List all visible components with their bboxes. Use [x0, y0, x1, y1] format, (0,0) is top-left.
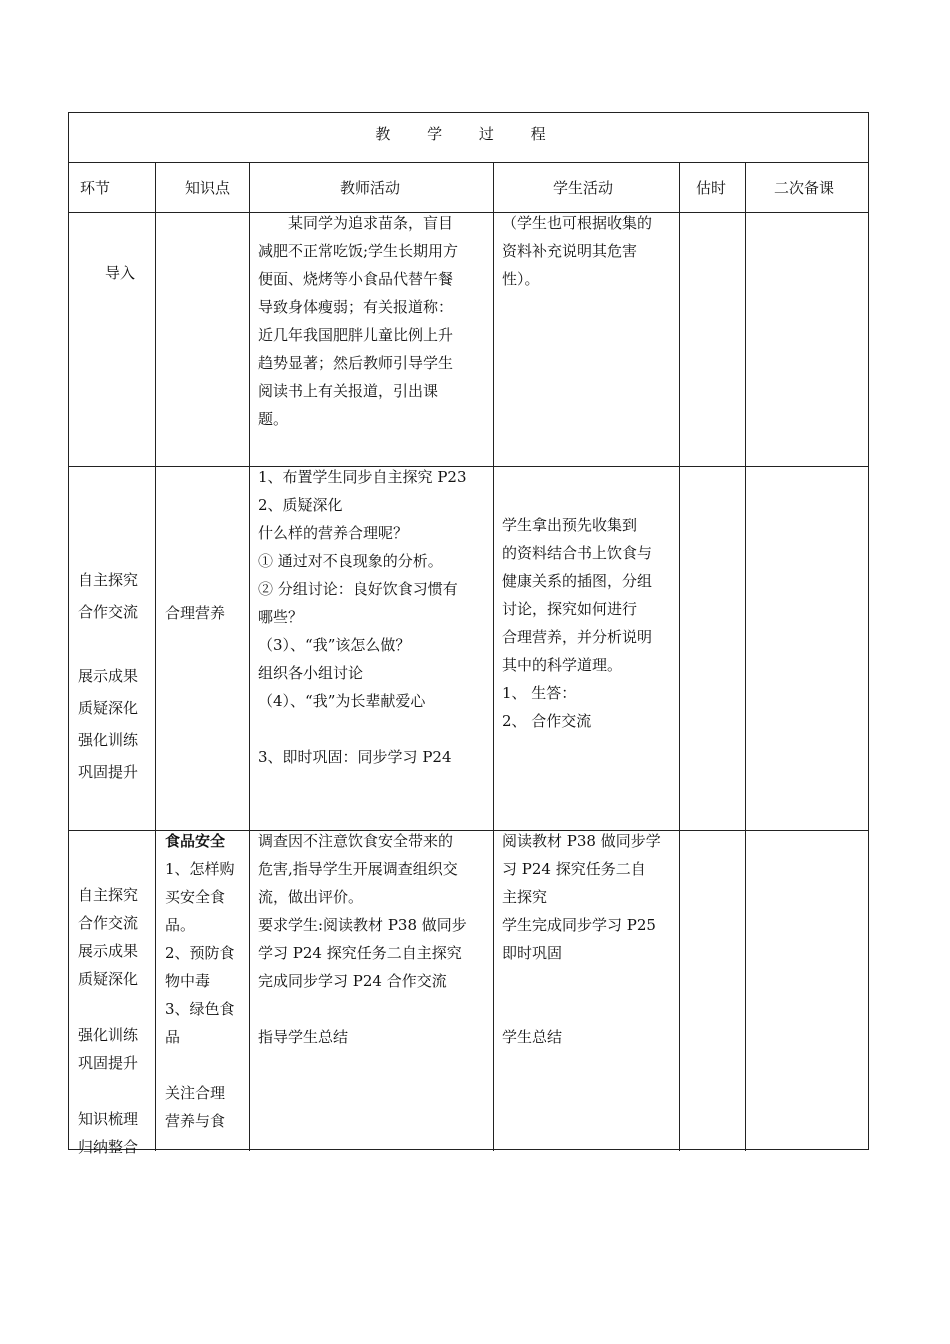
- row1-section: 导入: [105, 264, 136, 282]
- teacher-line: （3）、“我”该怎么做？: [258, 636, 411, 654]
- teacher-line: 2、质疑深化: [258, 496, 343, 514]
- section-line: 展示成果: [78, 667, 139, 685]
- section-line: 强化训练: [78, 731, 139, 749]
- row2-student: [502, 511, 652, 735]
- student-line: 性）。: [502, 270, 540, 288]
- teacher-line: （4）、“我”为长辈献爱心: [258, 692, 426, 710]
- teacher-line: 题。: [258, 410, 289, 428]
- student-line: [502, 995, 661, 1023]
- knowledge-line: [165, 1051, 235, 1079]
- section-line: 质疑深化: [78, 699, 139, 717]
- teacher-line: 完成同步学习 P24 合作交流: [258, 972, 447, 990]
- teacher-line: 指导学生总结: [258, 1028, 349, 1046]
- teacher-line: [258, 715, 467, 743]
- teacher-line: ① 通过对不良现象的分析。: [258, 552, 443, 570]
- student-line: 资料补充说明其危害: [502, 242, 638, 260]
- teacher-line: 1、布置学生同步自主探究 P23: [258, 468, 467, 486]
- section-line: [78, 628, 138, 660]
- student-line: 学生完成同步学习 P25: [502, 916, 656, 934]
- student-line: 学生总结: [502, 1028, 563, 1046]
- header-row: [68, 162, 869, 213]
- teacher-line: 什么样的营养合理呢？: [258, 524, 409, 542]
- teacher-line: 某同学为追求苗条，盲目: [288, 214, 454, 232]
- section-line: [78, 1077, 138, 1105]
- teacher-line: 组织各小组讨论: [258, 664, 364, 682]
- section-line: 巩固提升: [78, 1054, 139, 1072]
- section-line: 合作交流: [78, 914, 139, 932]
- row2-section: [78, 564, 138, 788]
- teacher-line: 近几年我国肥胖儿童比例上升: [258, 326, 454, 344]
- student-line: 合理营养，并分析说明: [502, 628, 653, 646]
- header-knowledge: 知识点: [185, 179, 231, 197]
- section-line: 强化训练: [78, 1026, 139, 1044]
- student-line: （学生也可根据收集的: [502, 214, 653, 232]
- header-time: 估时: [696, 179, 727, 197]
- knowledge-line: 2、预防食: [165, 944, 235, 962]
- section-line: 自主探究: [78, 571, 139, 589]
- row2-teacher: [258, 463, 467, 771]
- section-line: 质疑深化: [78, 970, 139, 988]
- row3-student: [502, 827, 661, 1051]
- teacher-line: 调查因不注意饮食安全带来的: [258, 832, 454, 850]
- student-line: 习 P24 探究任务二自: [502, 860, 646, 878]
- teacher-line: 阅读书上有关报道，引出课: [258, 382, 439, 400]
- table-row: [68, 212, 869, 467]
- row3-teacher: [258, 827, 467, 1051]
- row3-section: [78, 881, 138, 1161]
- student-line: 2、 合作交流: [502, 712, 592, 730]
- student-line: 健康关系的插图，分组: [502, 572, 653, 590]
- student-line: 阅读教材 P38 做同步学: [502, 832, 661, 850]
- teacher-line: 危害,指导学生开展调查组织交: [258, 860, 458, 878]
- student-line: 1、 生答：: [502, 684, 577, 702]
- student-line: 主探究: [502, 888, 548, 906]
- section-line: 自主探究: [78, 886, 139, 904]
- row2-knowledge: 合理营养: [165, 604, 226, 622]
- section-line: [78, 993, 138, 1021]
- knowledge-line: 品: [165, 1028, 181, 1046]
- student-line: 即时巩固: [502, 944, 563, 962]
- knowledge-line: 营养与食: [165, 1112, 226, 1130]
- knowledge-line: 品。: [165, 916, 196, 934]
- section-line: 展示成果: [78, 942, 139, 960]
- teacher-line: ② 分组讨论：良好饮食习惯有: [258, 580, 458, 598]
- student-line: 的资料结合书上饮食与: [502, 544, 653, 562]
- section-line: 巩固提升: [78, 763, 139, 781]
- knowledge-line: 3、绿色食: [165, 1000, 235, 1018]
- knowledge-line: 关注合理: [165, 1084, 226, 1102]
- section-line: 知识梳理: [78, 1110, 139, 1128]
- teacher-line: 要求学生:阅读教材 P38 做同步: [258, 916, 467, 934]
- teacher-line: 便面、烧烤等小食品代替午餐: [258, 270, 454, 288]
- teacher-line: 导致身体瘦弱；有关报道称：: [258, 298, 454, 316]
- header-notes: 二次备课: [774, 179, 835, 197]
- teacher-line: [258, 995, 467, 1023]
- table-row: [68, 466, 869, 831]
- teacher-line: 哪些？: [258, 608, 304, 626]
- teacher-line: 流，做出评价。: [258, 888, 364, 906]
- row1-student: [502, 209, 652, 293]
- teacher-line: 减肥不正常吃饭;学生长期用方: [258, 242, 459, 260]
- knowledge-line: 物中毒: [165, 972, 211, 990]
- teacher-line: 学习 P24 探究任务二自主探究: [258, 944, 462, 962]
- student-line: 其中的科学道理。: [502, 656, 623, 674]
- student-line: 讨论，探究如何进行: [502, 600, 638, 618]
- knowledge-line: 买安全食: [165, 888, 226, 906]
- student-line: [502, 967, 661, 995]
- student-line: 学生拿出预先收集到: [502, 516, 638, 534]
- header-student: 学生活动: [553, 179, 614, 197]
- header-teacher: 教师活动: [340, 179, 401, 197]
- row1-teacher: [258, 209, 458, 433]
- row3-knowledge-title: 食品安全: [165, 832, 226, 850]
- knowledge-line: 1、怎样购: [165, 860, 235, 878]
- table-row: [68, 830, 869, 1156]
- teacher-line: 趋势显著；然后教师引导学生: [258, 354, 454, 372]
- header-section: 环节: [80, 179, 111, 197]
- teacher-line: 3、即时巩固：同步学习 P24: [258, 748, 452, 766]
- table-title: 教 学 过 程: [375, 125, 562, 143]
- section-line: 归纳整合: [78, 1138, 139, 1156]
- row3-knowledge: [165, 855, 235, 1135]
- section-line: 合作交流: [78, 603, 139, 621]
